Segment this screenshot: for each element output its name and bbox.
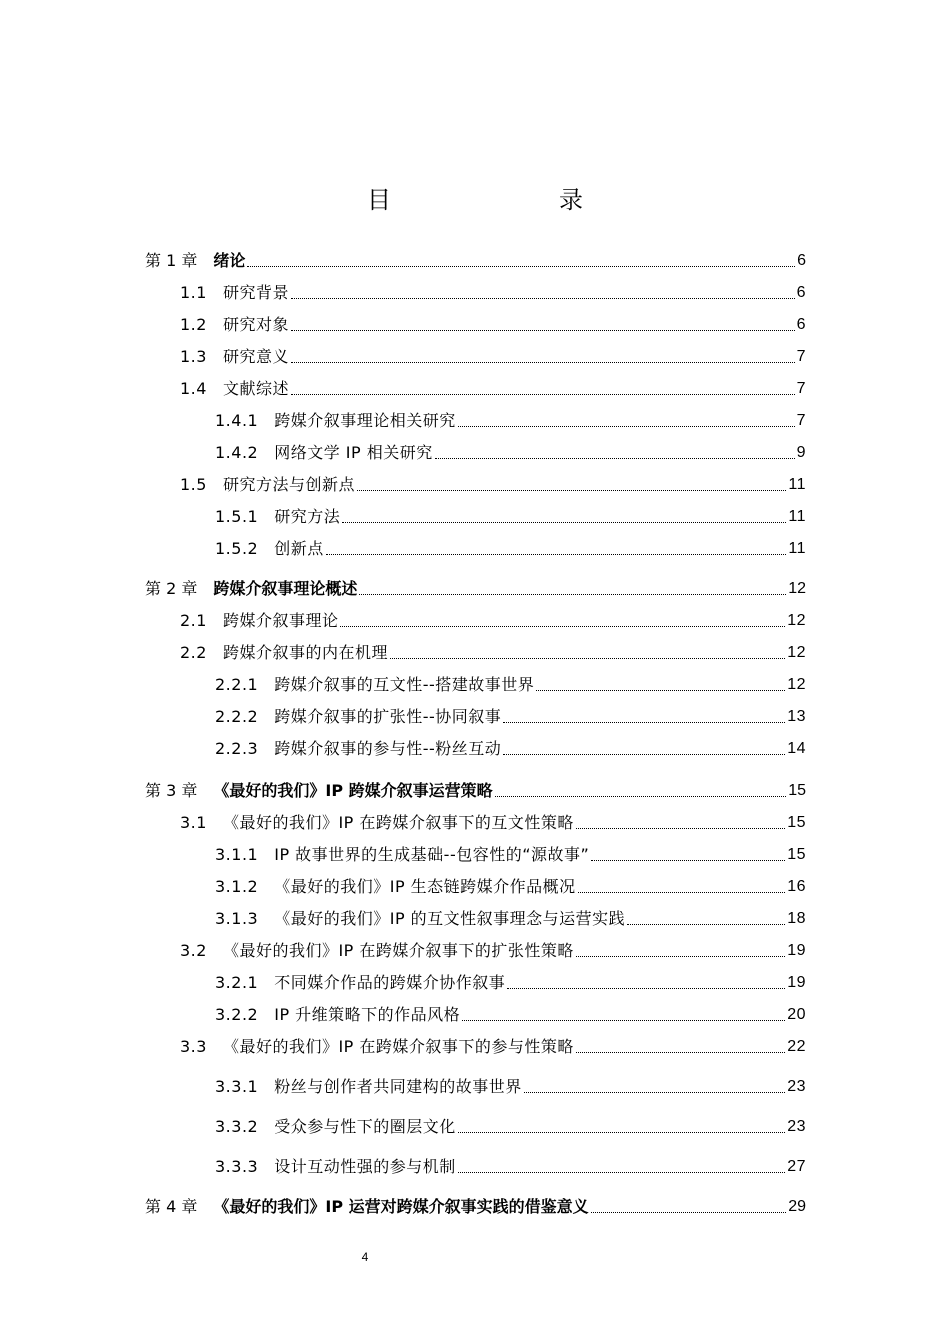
toc-entry-page: 6: [796, 316, 806, 333]
toc-entry-number: 3.3.3: [215, 1157, 259, 1176]
dot-leader: [326, 554, 787, 555]
toc-entry-page: 20: [787, 1006, 806, 1023]
toc-entry-label: 研究对象: [222, 315, 289, 334]
toc-entry-number: 1.5.2: [215, 539, 259, 558]
toc-entry-number: 1.4.2: [215, 443, 259, 462]
dot-leader: [340, 626, 785, 627]
toc-entry-page: 6: [797, 252, 806, 269]
toc-entry[interactable]: [215, 406, 806, 432]
toc-entry[interactable]: [180, 310, 806, 336]
toc-entry-number: 1.5: [180, 475, 207, 494]
toc-entry-label: 跨媒介叙事的互文性--搭建故事世界: [274, 675, 535, 694]
toc-entry-number: 2.2.1: [215, 675, 259, 694]
toc-entry-page: 15: [787, 814, 806, 831]
toc-entry-text: [180, 282, 289, 304]
toc-entry-label: 《最好的我们》IP 跨媒介叙事运营策略: [213, 781, 493, 800]
toc-entry[interactable]: [180, 1032, 806, 1058]
toc-entry-page: 27: [787, 1158, 806, 1175]
toc-entry[interactable]: [215, 904, 806, 930]
toc-entry-label: 跨媒介叙事理论: [222, 611, 339, 630]
dot-leader: [576, 956, 785, 957]
dot-leader: [524, 1092, 785, 1093]
dot-leader: [591, 860, 785, 861]
toc-entry-page: 9: [796, 444, 806, 461]
toc-entry-text: [215, 738, 501, 760]
toc-entry-label: 不同媒介作品的跨媒介协作叙事: [274, 973, 506, 992]
toc-entry[interactable]: [215, 734, 806, 760]
toc-entry-text: [215, 876, 576, 898]
dot-leader: [359, 594, 786, 595]
toc-entry-number: 3.2.1: [215, 973, 259, 992]
toc-entry-text: [215, 972, 505, 994]
toc-entry-number: 2.1: [180, 611, 207, 630]
toc-entry-label: 研究意义: [222, 347, 289, 366]
toc-entry-text: [180, 378, 289, 400]
dot-leader: [536, 690, 785, 691]
page-number: 4: [361, 1250, 369, 1264]
toc-entry-text: [180, 346, 289, 368]
toc-entry-label: 研究方法: [274, 507, 341, 526]
toc-entry[interactable]: [180, 936, 806, 962]
toc-entry[interactable]: [145, 1192, 806, 1218]
toc-entry-page: 18: [787, 910, 806, 927]
toc-entry-text: [215, 706, 501, 728]
toc-entry-label: 《最好的我们》IP 在跨媒介叙事下的互文性策略: [222, 813, 574, 832]
toc-entry[interactable]: [180, 374, 806, 400]
toc-entry-label: 文献综述: [222, 379, 289, 398]
toc-entry-page: 15: [787, 846, 806, 863]
dot-leader: [458, 1172, 785, 1173]
dot-leader: [357, 490, 786, 491]
toc-entry-page: 12: [787, 676, 806, 693]
toc-entry-page: 16: [787, 878, 806, 895]
toc-entry[interactable]: [215, 534, 806, 560]
dot-leader: [291, 362, 795, 363]
toc-entry[interactable]: [145, 246, 806, 272]
toc-entry[interactable]: [145, 574, 806, 600]
toc-entry[interactable]: [215, 1000, 806, 1026]
toc-entry-text: [180, 1036, 574, 1058]
toc-entry-text: [180, 812, 574, 834]
dot-leader: [627, 924, 785, 925]
toc-entry-number: 第 4 章: [145, 1197, 198, 1216]
toc-entry-page: 11: [788, 508, 806, 525]
toc-entry-page: 12: [787, 644, 806, 661]
dot-leader: [578, 892, 786, 893]
dot-leader: [291, 394, 795, 395]
toc-entry[interactable]: [180, 342, 806, 368]
toc-entry-number: 3.3: [180, 1037, 207, 1056]
toc-entry-label: 设计互动性强的参与机制: [274, 1157, 456, 1176]
dot-leader: [342, 522, 786, 523]
toc-entry-label: 受众参与性下的圈层文化: [274, 1117, 456, 1136]
toc-entry-page: 15: [788, 782, 806, 799]
toc-entry-label: 绪论: [213, 251, 246, 270]
dot-leader: [291, 330, 795, 331]
toc-entry-text: [145, 250, 245, 272]
toc-entry[interactable]: [215, 438, 806, 464]
toc-entry[interactable]: [180, 808, 806, 834]
toc-entry-text: [145, 1196, 589, 1218]
toc-entry-number: 2.2.2: [215, 707, 259, 726]
toc-entry-number: 第 2 章: [145, 579, 198, 598]
toc-entry-label: IP 故事世界的生成基础--包容性的“源故事”: [274, 845, 590, 864]
toc-entry-text: [215, 844, 589, 866]
toc-entry-page: 29: [788, 1198, 806, 1215]
toc-entry[interactable]: [180, 278, 806, 304]
toc-entry-text: [215, 674, 534, 696]
toc-entry-label: 创新点: [274, 539, 324, 558]
dot-leader: [591, 1212, 787, 1213]
toc-entry-text: [215, 1004, 460, 1026]
toc-entry-page: 19: [787, 974, 806, 991]
toc-entry-number: 3.2: [180, 941, 207, 960]
toc-entry-number: 1.5.1: [215, 507, 259, 526]
toc-entry[interactable]: [215, 1152, 806, 1178]
dot-leader: [458, 426, 795, 427]
toc-entry-number: 第 3 章: [145, 781, 198, 800]
toc-title: 目 录: [367, 186, 623, 214]
toc-entry-number: 1.4.1: [215, 411, 259, 430]
toc-entry-number: 3.1.1: [215, 845, 259, 864]
toc-entry-page: 19: [787, 942, 806, 959]
toc-entry-text: [215, 538, 324, 560]
toc-entry-number: 3.1: [180, 813, 207, 832]
toc-entry[interactable]: [215, 968, 806, 994]
toc-entry[interactable]: [215, 872, 806, 898]
toc-entry[interactable]: [145, 776, 806, 802]
dot-leader: [247, 266, 795, 267]
toc-entry[interactable]: [180, 606, 806, 632]
toc-entry-label: 跨媒介叙事理论概述: [213, 579, 358, 598]
toc-entry-text: [145, 578, 357, 600]
dot-leader: [458, 1132, 785, 1133]
toc-entry-label: 跨媒介叙事理论相关研究: [274, 411, 456, 430]
toc-entry-page: 11: [788, 476, 806, 493]
toc-entry[interactable]: [215, 702, 806, 728]
toc-entry-page: 7: [796, 380, 806, 397]
toc-entry-text: [215, 506, 340, 528]
toc-entry-label: 网络文学 IP 相关研究: [274, 443, 433, 462]
dot-leader: [462, 1020, 785, 1021]
toc-entry-number: 3.2.2: [215, 1005, 259, 1024]
dot-leader: [390, 658, 785, 659]
toc-entry-number: 3.1.2: [215, 877, 259, 896]
toc-entry[interactable]: [180, 638, 806, 664]
toc-entry-number: 1.4: [180, 379, 207, 398]
toc-entry-text: [215, 442, 433, 464]
toc-entry-text: [215, 1116, 456, 1138]
toc-entry-page: 22: [787, 1038, 806, 1055]
dot-leader: [503, 722, 785, 723]
toc-entry-label: 《最好的我们》IP 生态链跨媒介作品概况: [274, 877, 576, 896]
toc-entry[interactable]: [215, 670, 806, 696]
toc-entry-page: 14: [787, 740, 806, 757]
toc-entry-label: 《最好的我们》IP 在跨媒介叙事下的参与性策略: [222, 1037, 574, 1056]
toc-entry[interactable]: [215, 1072, 806, 1098]
toc-entry-text: [215, 1076, 522, 1098]
toc-entry-text: [145, 780, 493, 802]
toc-entry-page: 11: [788, 540, 806, 557]
toc-entry-text: [215, 410, 456, 432]
toc-entry-number: 2.2: [180, 643, 207, 662]
toc-entry-number: 第 1 章: [145, 251, 198, 270]
toc-entry-page: 13: [787, 708, 806, 725]
toc-entry-text: [215, 1156, 456, 1178]
toc-entry-number: 1.3: [180, 347, 207, 366]
toc-entry-number: 3.3.1: [215, 1077, 259, 1096]
toc-entry-label: 《最好的我们》IP 在跨媒介叙事下的扩张性策略: [222, 941, 574, 960]
dot-leader: [507, 988, 785, 989]
dot-leader: [435, 458, 795, 459]
toc-entry-number: 2.2.3: [215, 739, 259, 758]
toc-entry[interactable]: [215, 840, 806, 866]
toc-entry-text: [180, 642, 388, 664]
toc-entry-label: 《最好的我们》IP 的互文性叙事理念与运营实践: [274, 909, 626, 928]
toc-entry-text: [180, 314, 289, 336]
toc-entry-label: 《最好的我们》IP 运营对跨媒介叙事实践的借鉴意义: [213, 1197, 589, 1216]
toc-entry-number: 1.2: [180, 315, 207, 334]
toc-entry-text: [180, 940, 574, 962]
toc-entry-page: 7: [796, 348, 806, 365]
toc-entry-page: 12: [787, 612, 806, 629]
toc-entry-page: 12: [788, 580, 806, 597]
toc-entry[interactable]: [215, 1112, 806, 1138]
toc-entry[interactable]: [215, 502, 806, 528]
toc-entry-page: 23: [787, 1118, 806, 1135]
toc-entry-number: 3.3.2: [215, 1117, 259, 1136]
dot-leader: [576, 1052, 785, 1053]
toc-entry[interactable]: [180, 470, 806, 496]
dot-leader: [503, 754, 785, 755]
toc-entry-label: 粉丝与创作者共同建构的故事世界: [274, 1077, 522, 1096]
toc-entry-page: 23: [787, 1078, 806, 1095]
dot-leader: [291, 298, 795, 299]
toc-entry-label: 跨媒介叙事的扩张性--协同叙事: [274, 707, 502, 726]
toc-entry-text: [215, 908, 625, 930]
toc-entry-label: IP 升维策略下的作品风格: [274, 1005, 461, 1024]
toc-entry-number: 3.1.3: [215, 909, 259, 928]
toc-entry-text: [180, 610, 338, 632]
toc-entry-page: 7: [796, 412, 806, 429]
toc-entry-number: 1.1: [180, 283, 207, 302]
toc-entry-page: 6: [796, 284, 806, 301]
toc-entry-label: 跨媒介叙事的参与性--粉丝互动: [274, 739, 502, 758]
dot-leader: [576, 828, 785, 829]
toc-entry-text: [180, 474, 355, 496]
toc-entry-label: 研究方法与创新点: [222, 475, 355, 494]
toc-entry-label: 研究背景: [222, 283, 289, 302]
dot-leader: [495, 796, 787, 797]
toc-entry-label: 跨媒介叙事的内在机理: [222, 643, 388, 662]
